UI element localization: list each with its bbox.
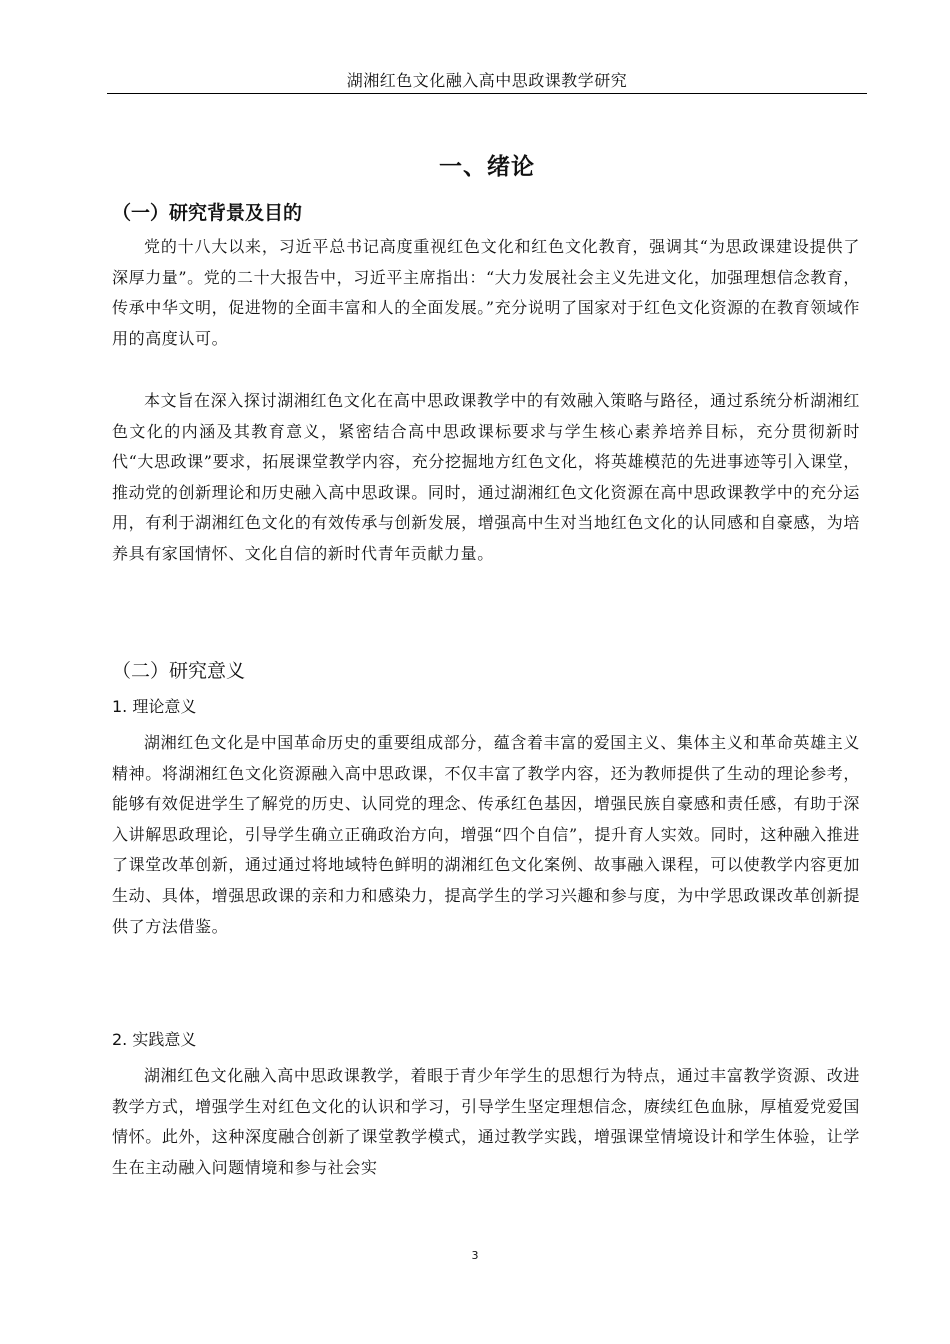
chapter-title: 一、绪论 [439,154,535,180]
subheading-theoretical: 1. 理论意义 [112,697,197,716]
paragraph-background: 党的十八大以来，习近平总书记高度重视红色文化和红色文化教育，强调其“为思政课建设提供了深厚力量”。党的二十大报告中，习近平主席指出：“大力发展社会主义先进文化，加强理想信念教育，传承中华文明，促进物的全面丰富和人的全面发展。”充分说明了国家对于红色文化资源的在教育领域作用的高度认可。 [112,237,860,348]
paragraph-theoretical: 湖湘红色文化是中国革命历史的重要组成部分，蕴含着丰富的爱国主义、集体主义和革命英雄主义精神。将湖湘红色文化资源融入高中思政课，不仅丰富了教学内容，还为教师提供了生动的理论参考，能够有效促进学生了解党的历史、认同党的理念、传承红色基因，增强民族自豪感和责任感，有助于深入讲解思政理论，引导学生确立正确政治方向，增强“四个自信”，提升育人实效。同时，这种融入推进了课堂改革创新，通过通过将地域特色鲜明的湖湘红色文化案例、故事融入课程，可以使教学内容更加生动、具体，增强思政课的亲和力和感染力，提高学生的学习兴趣和参与度，为中学思政课改革创新提供了方法借鉴。 [112,733,860,936]
paragraph-practical: 湖湘红色文化融入高中思政课教学，着眼于青少年学生的思想行为特点，通过丰富教学资源、改进教学方式，增强学生对红色文化的认识和学习，引导学生坚定理想信念，赓续红色血脉，厚植爱党爱国情怀。此外，这种深度融合创新了课堂教学模式，通过教学实践，增强课堂情境设计和学生体验，让学生在主动融入问题情境和参与社会实 [112,1066,860,1177]
section-heading-significance: （二）研究意义 [112,660,246,682]
paragraph-purpose: 本文旨在深入探讨湖湘红色文化在高中思政课教学中的有效融入策略与路径，通过系统分析湖湘红色文化的内涵及其教育意义，紧密结合高中思政课标要求与学生核心素养培养目标，充分贯彻新时代“大思政课”要求，拓展课堂教学内容，充分挖掘地方红色文化，将英雄模范的先进事迹等引入课堂，推动党的创新理论和历史融入高中思政课。同时，通过湖湘红色文化资源在高中思政课教学中的充分运用，有利于湖湘红色文化的有效传承与创新发展，增强高中生对当地红色文化的认同感和自豪感，为培养具有家国情怀、文化自信的新时代青年贡献力量。 [112,391,860,563]
running-header: 湖湘红色文化融入高中思政课教学研究 [346,71,628,90]
page-number: 3 [471,1249,479,1262]
header-rule [107,93,867,94]
section-heading-background: （一）研究背景及目的 [112,202,303,224]
subheading-practical: 2. 实践意义 [112,1030,197,1049]
